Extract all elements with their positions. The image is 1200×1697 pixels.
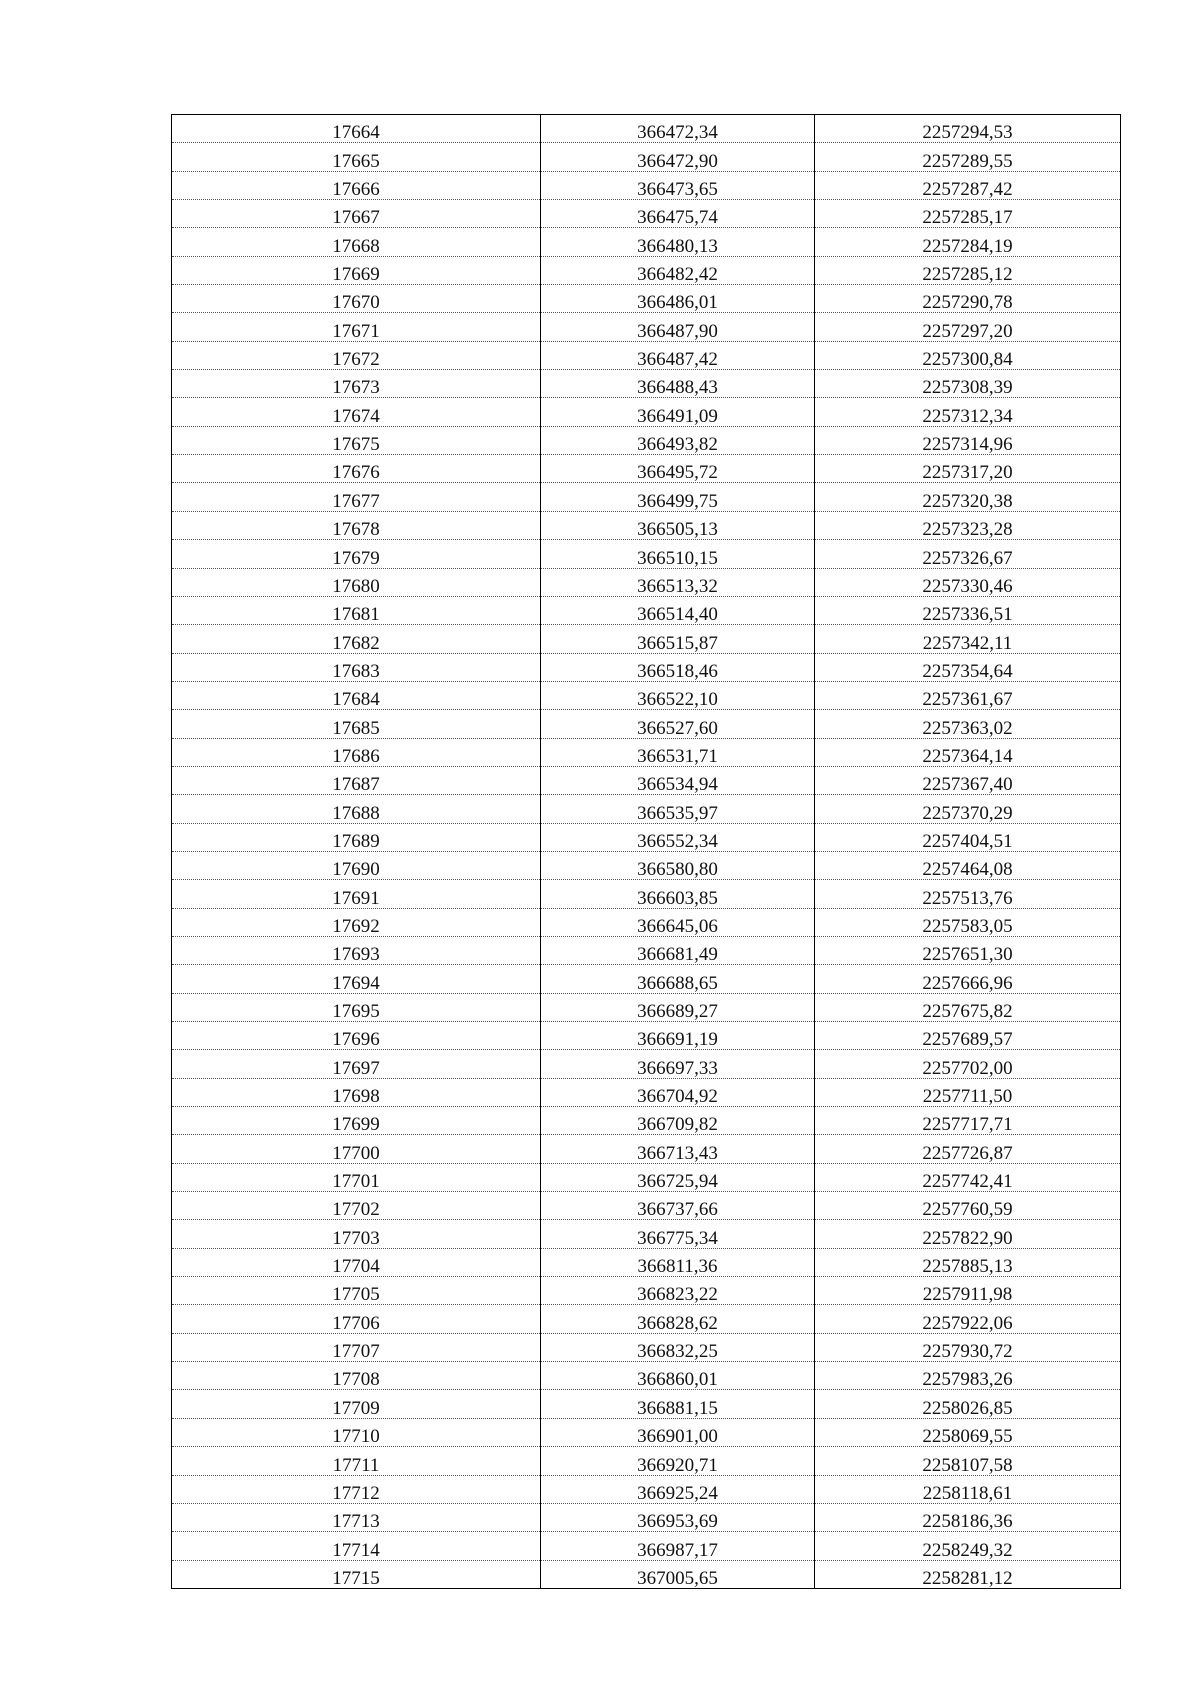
point-number-cell: 17697 xyxy=(172,1050,541,1078)
point-number-cell: 17668 xyxy=(172,228,541,256)
y-coordinate-cell: 2257287,42 xyxy=(815,171,1121,199)
table-row xyxy=(172,1220,1121,1248)
x-coordinate-cell: 366737,66 xyxy=(541,1192,815,1220)
x-coordinate-cell: 366475,74 xyxy=(541,200,815,228)
table-row xyxy=(172,171,1121,199)
x-coordinate-cell: 366513,32 xyxy=(541,568,815,596)
table-row xyxy=(172,370,1121,398)
point-number-cell: 17682 xyxy=(172,625,541,653)
table-row xyxy=(172,823,1121,851)
y-coordinate-cell: 2257364,14 xyxy=(815,738,1121,766)
y-coordinate-cell: 2257513,76 xyxy=(815,880,1121,908)
x-coordinate-cell: 366580,80 xyxy=(541,851,815,879)
x-coordinate-cell: 366491,09 xyxy=(541,398,815,426)
x-coordinate-cell: 366552,34 xyxy=(541,823,815,851)
x-coordinate-cell: 366472,34 xyxy=(541,115,815,143)
y-coordinate-cell: 2257297,20 xyxy=(815,313,1121,341)
x-coordinate-cell: 366823,22 xyxy=(541,1277,815,1305)
x-coordinate-cell: 366775,34 xyxy=(541,1220,815,1248)
x-coordinate-cell: 366522,10 xyxy=(541,681,815,709)
y-coordinate-cell: 2257367,40 xyxy=(815,766,1121,794)
point-number-cell: 17701 xyxy=(172,1163,541,1191)
x-coordinate-cell: 366689,27 xyxy=(541,993,815,1021)
point-number-cell: 17669 xyxy=(172,256,541,284)
y-coordinate-cell: 2257308,39 xyxy=(815,370,1121,398)
x-coordinate-cell: 366603,85 xyxy=(541,880,815,908)
point-number-cell: 17710 xyxy=(172,1418,541,1446)
point-number-cell: 17707 xyxy=(172,1333,541,1361)
table-row xyxy=(172,880,1121,908)
point-number-cell: 17664 xyxy=(172,115,541,143)
point-number-cell: 17684 xyxy=(172,681,541,709)
point-number-cell: 17678 xyxy=(172,511,541,539)
table-row xyxy=(172,228,1121,256)
y-coordinate-cell: 2257911,98 xyxy=(815,1277,1121,1305)
y-coordinate-cell: 2257285,17 xyxy=(815,200,1121,228)
table-row xyxy=(172,965,1121,993)
table-row xyxy=(172,398,1121,426)
y-coordinate-cell: 2257342,11 xyxy=(815,625,1121,653)
y-coordinate-cell: 2257930,72 xyxy=(815,1333,1121,1361)
table-row xyxy=(172,795,1121,823)
x-coordinate-cell: 366709,82 xyxy=(541,1107,815,1135)
x-coordinate-cell: 366953,69 xyxy=(541,1503,815,1531)
y-coordinate-cell: 2257922,06 xyxy=(815,1305,1121,1333)
y-coordinate-cell: 2257702,00 xyxy=(815,1050,1121,1078)
y-coordinate-cell: 2257822,90 xyxy=(815,1220,1121,1248)
point-number-cell: 17714 xyxy=(172,1532,541,1560)
point-number-cell: 17700 xyxy=(172,1135,541,1163)
point-number-cell: 17694 xyxy=(172,965,541,993)
x-coordinate-cell: 366488,43 xyxy=(541,370,815,398)
y-coordinate-cell: 2258107,58 xyxy=(815,1447,1121,1475)
table-row xyxy=(172,936,1121,964)
x-coordinate-cell: 366811,36 xyxy=(541,1248,815,1276)
y-coordinate-cell: 2257666,96 xyxy=(815,965,1121,993)
x-coordinate-cell: 366495,72 xyxy=(541,455,815,483)
x-coordinate-cell: 366486,01 xyxy=(541,285,815,313)
y-coordinate-cell: 2257317,20 xyxy=(815,455,1121,483)
table-row xyxy=(172,1362,1121,1390)
x-coordinate-cell: 366487,90 xyxy=(541,313,815,341)
point-number-cell: 17685 xyxy=(172,710,541,738)
x-coordinate-cell: 366901,00 xyxy=(541,1418,815,1446)
x-coordinate-cell: 366480,13 xyxy=(541,228,815,256)
x-coordinate-cell: 367005,65 xyxy=(541,1560,815,1588)
point-number-cell: 17696 xyxy=(172,1022,541,1050)
point-number-cell: 17708 xyxy=(172,1362,541,1390)
x-coordinate-cell: 366704,92 xyxy=(541,1078,815,1106)
y-coordinate-cell: 2257323,28 xyxy=(815,511,1121,539)
table-row xyxy=(172,1305,1121,1333)
table-row xyxy=(172,540,1121,568)
table-row xyxy=(172,511,1121,539)
coordinates-table xyxy=(171,114,1121,1589)
table-row xyxy=(172,993,1121,1021)
x-coordinate-cell: 366493,82 xyxy=(541,426,815,454)
x-coordinate-cell: 366828,62 xyxy=(541,1305,815,1333)
table-row xyxy=(172,341,1121,369)
table-row xyxy=(172,1135,1121,1163)
table-row xyxy=(172,908,1121,936)
point-number-cell: 17690 xyxy=(172,851,541,879)
y-coordinate-cell: 2257983,26 xyxy=(815,1362,1121,1390)
x-coordinate-cell: 366881,15 xyxy=(541,1390,815,1418)
x-coordinate-cell: 366725,94 xyxy=(541,1163,815,1191)
point-number-cell: 17688 xyxy=(172,795,541,823)
point-number-cell: 17671 xyxy=(172,313,541,341)
table-row xyxy=(172,455,1121,483)
point-number-cell: 17704 xyxy=(172,1248,541,1276)
x-coordinate-cell: 366514,40 xyxy=(541,596,815,624)
x-coordinate-cell: 366688,65 xyxy=(541,965,815,993)
y-coordinate-cell: 2257361,67 xyxy=(815,681,1121,709)
y-coordinate-cell: 2258069,55 xyxy=(815,1418,1121,1446)
y-coordinate-cell: 2257330,46 xyxy=(815,568,1121,596)
x-coordinate-cell: 366527,60 xyxy=(541,710,815,738)
y-coordinate-cell: 2257284,19 xyxy=(815,228,1121,256)
table-row xyxy=(172,313,1121,341)
point-number-cell: 17686 xyxy=(172,738,541,766)
point-number-cell: 17681 xyxy=(172,596,541,624)
x-coordinate-cell: 366925,24 xyxy=(541,1475,815,1503)
point-number-cell: 17692 xyxy=(172,908,541,936)
point-number-cell: 17674 xyxy=(172,398,541,426)
y-coordinate-cell: 2257294,53 xyxy=(815,115,1121,143)
y-coordinate-cell: 2257717,71 xyxy=(815,1107,1121,1135)
table-row xyxy=(172,115,1121,143)
point-number-cell: 17715 xyxy=(172,1560,541,1588)
table-row xyxy=(172,143,1121,171)
table-row xyxy=(172,1560,1121,1588)
y-coordinate-cell: 2257300,84 xyxy=(815,341,1121,369)
table-row xyxy=(172,200,1121,228)
point-number-cell: 17676 xyxy=(172,455,541,483)
y-coordinate-cell: 2257675,82 xyxy=(815,993,1121,1021)
table-row xyxy=(172,1277,1121,1305)
y-coordinate-cell: 2257742,41 xyxy=(815,1163,1121,1191)
x-coordinate-cell: 366697,33 xyxy=(541,1050,815,1078)
table-row xyxy=(172,851,1121,879)
table-row xyxy=(172,568,1121,596)
y-coordinate-cell: 2258026,85 xyxy=(815,1390,1121,1418)
point-number-cell: 17711 xyxy=(172,1447,541,1475)
y-coordinate-cell: 2257711,50 xyxy=(815,1078,1121,1106)
point-number-cell: 17666 xyxy=(172,171,541,199)
table-row xyxy=(172,1192,1121,1220)
x-coordinate-cell: 366860,01 xyxy=(541,1362,815,1390)
y-coordinate-cell: 2258249,32 xyxy=(815,1532,1121,1560)
x-coordinate-cell: 366713,43 xyxy=(541,1135,815,1163)
y-coordinate-cell: 2257464,08 xyxy=(815,851,1121,879)
point-number-cell: 17698 xyxy=(172,1078,541,1106)
y-coordinate-cell: 2257726,87 xyxy=(815,1135,1121,1163)
y-coordinate-cell: 2258118,61 xyxy=(815,1475,1121,1503)
point-number-cell: 17683 xyxy=(172,653,541,681)
point-number-cell: 17679 xyxy=(172,540,541,568)
table-row xyxy=(172,1022,1121,1050)
point-number-cell: 17675 xyxy=(172,426,541,454)
point-number-cell: 17670 xyxy=(172,285,541,313)
table-row xyxy=(172,1248,1121,1276)
table-row xyxy=(172,1447,1121,1475)
point-number-cell: 17699 xyxy=(172,1107,541,1135)
x-coordinate-cell: 366473,65 xyxy=(541,171,815,199)
y-coordinate-cell: 2257312,34 xyxy=(815,398,1121,426)
point-number-cell: 17680 xyxy=(172,568,541,596)
table-row xyxy=(172,1107,1121,1135)
table-row xyxy=(172,596,1121,624)
table-row xyxy=(172,1333,1121,1361)
y-coordinate-cell: 2258186,36 xyxy=(815,1503,1121,1531)
table-row xyxy=(172,1418,1121,1446)
x-coordinate-cell: 366681,49 xyxy=(541,936,815,964)
y-coordinate-cell: 2257651,30 xyxy=(815,936,1121,964)
point-number-cell: 17706 xyxy=(172,1305,541,1333)
x-coordinate-cell: 366487,42 xyxy=(541,341,815,369)
y-coordinate-cell: 2257354,64 xyxy=(815,653,1121,681)
table-row xyxy=(172,766,1121,794)
table-row xyxy=(172,1475,1121,1503)
table-row xyxy=(172,1532,1121,1560)
x-coordinate-cell: 366518,46 xyxy=(541,653,815,681)
y-coordinate-cell: 2257689,57 xyxy=(815,1022,1121,1050)
table-row xyxy=(172,256,1121,284)
point-number-cell: 17703 xyxy=(172,1220,541,1248)
point-number-cell: 17672 xyxy=(172,341,541,369)
x-coordinate-cell: 366832,25 xyxy=(541,1333,815,1361)
x-coordinate-cell: 366472,90 xyxy=(541,143,815,171)
table-row xyxy=(172,1163,1121,1191)
point-number-cell: 17689 xyxy=(172,823,541,851)
x-coordinate-cell: 366505,13 xyxy=(541,511,815,539)
x-coordinate-cell: 366920,71 xyxy=(541,1447,815,1475)
point-number-cell: 17691 xyxy=(172,880,541,908)
y-coordinate-cell: 2257885,13 xyxy=(815,1248,1121,1276)
x-coordinate-cell: 366535,97 xyxy=(541,795,815,823)
table-row xyxy=(172,625,1121,653)
y-coordinate-cell: 2257760,59 xyxy=(815,1192,1121,1220)
y-coordinate-cell: 2257290,78 xyxy=(815,285,1121,313)
y-coordinate-cell: 2257289,55 xyxy=(815,143,1121,171)
x-coordinate-cell: 366645,06 xyxy=(541,908,815,936)
table-row xyxy=(172,738,1121,766)
y-coordinate-cell: 2257326,67 xyxy=(815,540,1121,568)
coordinates-table-body xyxy=(172,115,1121,1589)
table-row xyxy=(172,1078,1121,1106)
point-number-cell: 17677 xyxy=(172,483,541,511)
table-row xyxy=(172,653,1121,681)
point-number-cell: 17712 xyxy=(172,1475,541,1503)
table-row xyxy=(172,285,1121,313)
table-row xyxy=(172,426,1121,454)
point-number-cell: 17709 xyxy=(172,1390,541,1418)
x-coordinate-cell: 366691,19 xyxy=(541,1022,815,1050)
point-number-cell: 17665 xyxy=(172,143,541,171)
x-coordinate-cell: 366531,71 xyxy=(541,738,815,766)
point-number-cell: 17695 xyxy=(172,993,541,1021)
point-number-cell: 17687 xyxy=(172,766,541,794)
x-coordinate-cell: 366534,94 xyxy=(541,766,815,794)
table-row xyxy=(172,483,1121,511)
y-coordinate-cell: 2258281,12 xyxy=(922,1567,1013,1589)
point-number-cell: 17702 xyxy=(172,1192,541,1220)
x-coordinate-cell: 366515,87 xyxy=(541,625,815,653)
point-number-cell: 17713 xyxy=(172,1503,541,1531)
y-coordinate-cell: 2257314,96 xyxy=(815,426,1121,454)
point-number-cell: 17673 xyxy=(172,370,541,398)
x-coordinate-cell: 366499,75 xyxy=(541,483,815,511)
table-row xyxy=(172,1050,1121,1078)
y-coordinate-cell: 2257285,12 xyxy=(815,256,1121,284)
x-coordinate-cell: 366482,42 xyxy=(541,256,815,284)
x-coordinate-cell: 366987,17 xyxy=(541,1532,815,1560)
y-coordinate-cell: 2257404,51 xyxy=(815,823,1121,851)
x-coordinate-cell: 366510,15 xyxy=(541,540,815,568)
table-row xyxy=(172,710,1121,738)
y-coordinate-cell: 2257583,05 xyxy=(815,908,1121,936)
y-coordinate-cell: 2257363,02 xyxy=(815,710,1121,738)
point-number-cell: 17705 xyxy=(172,1277,541,1305)
table-row xyxy=(172,1390,1121,1418)
table-row xyxy=(172,1503,1121,1531)
point-number-cell: 17667 xyxy=(172,200,541,228)
y-coordinate-cell: 2257370,29 xyxy=(815,795,1121,823)
y-coordinate-cell: 2257320,38 xyxy=(815,483,1121,511)
y-coordinate-cell: 2257336,51 xyxy=(815,596,1121,624)
point-number-cell: 17693 xyxy=(172,936,541,964)
table-row xyxy=(172,681,1121,709)
